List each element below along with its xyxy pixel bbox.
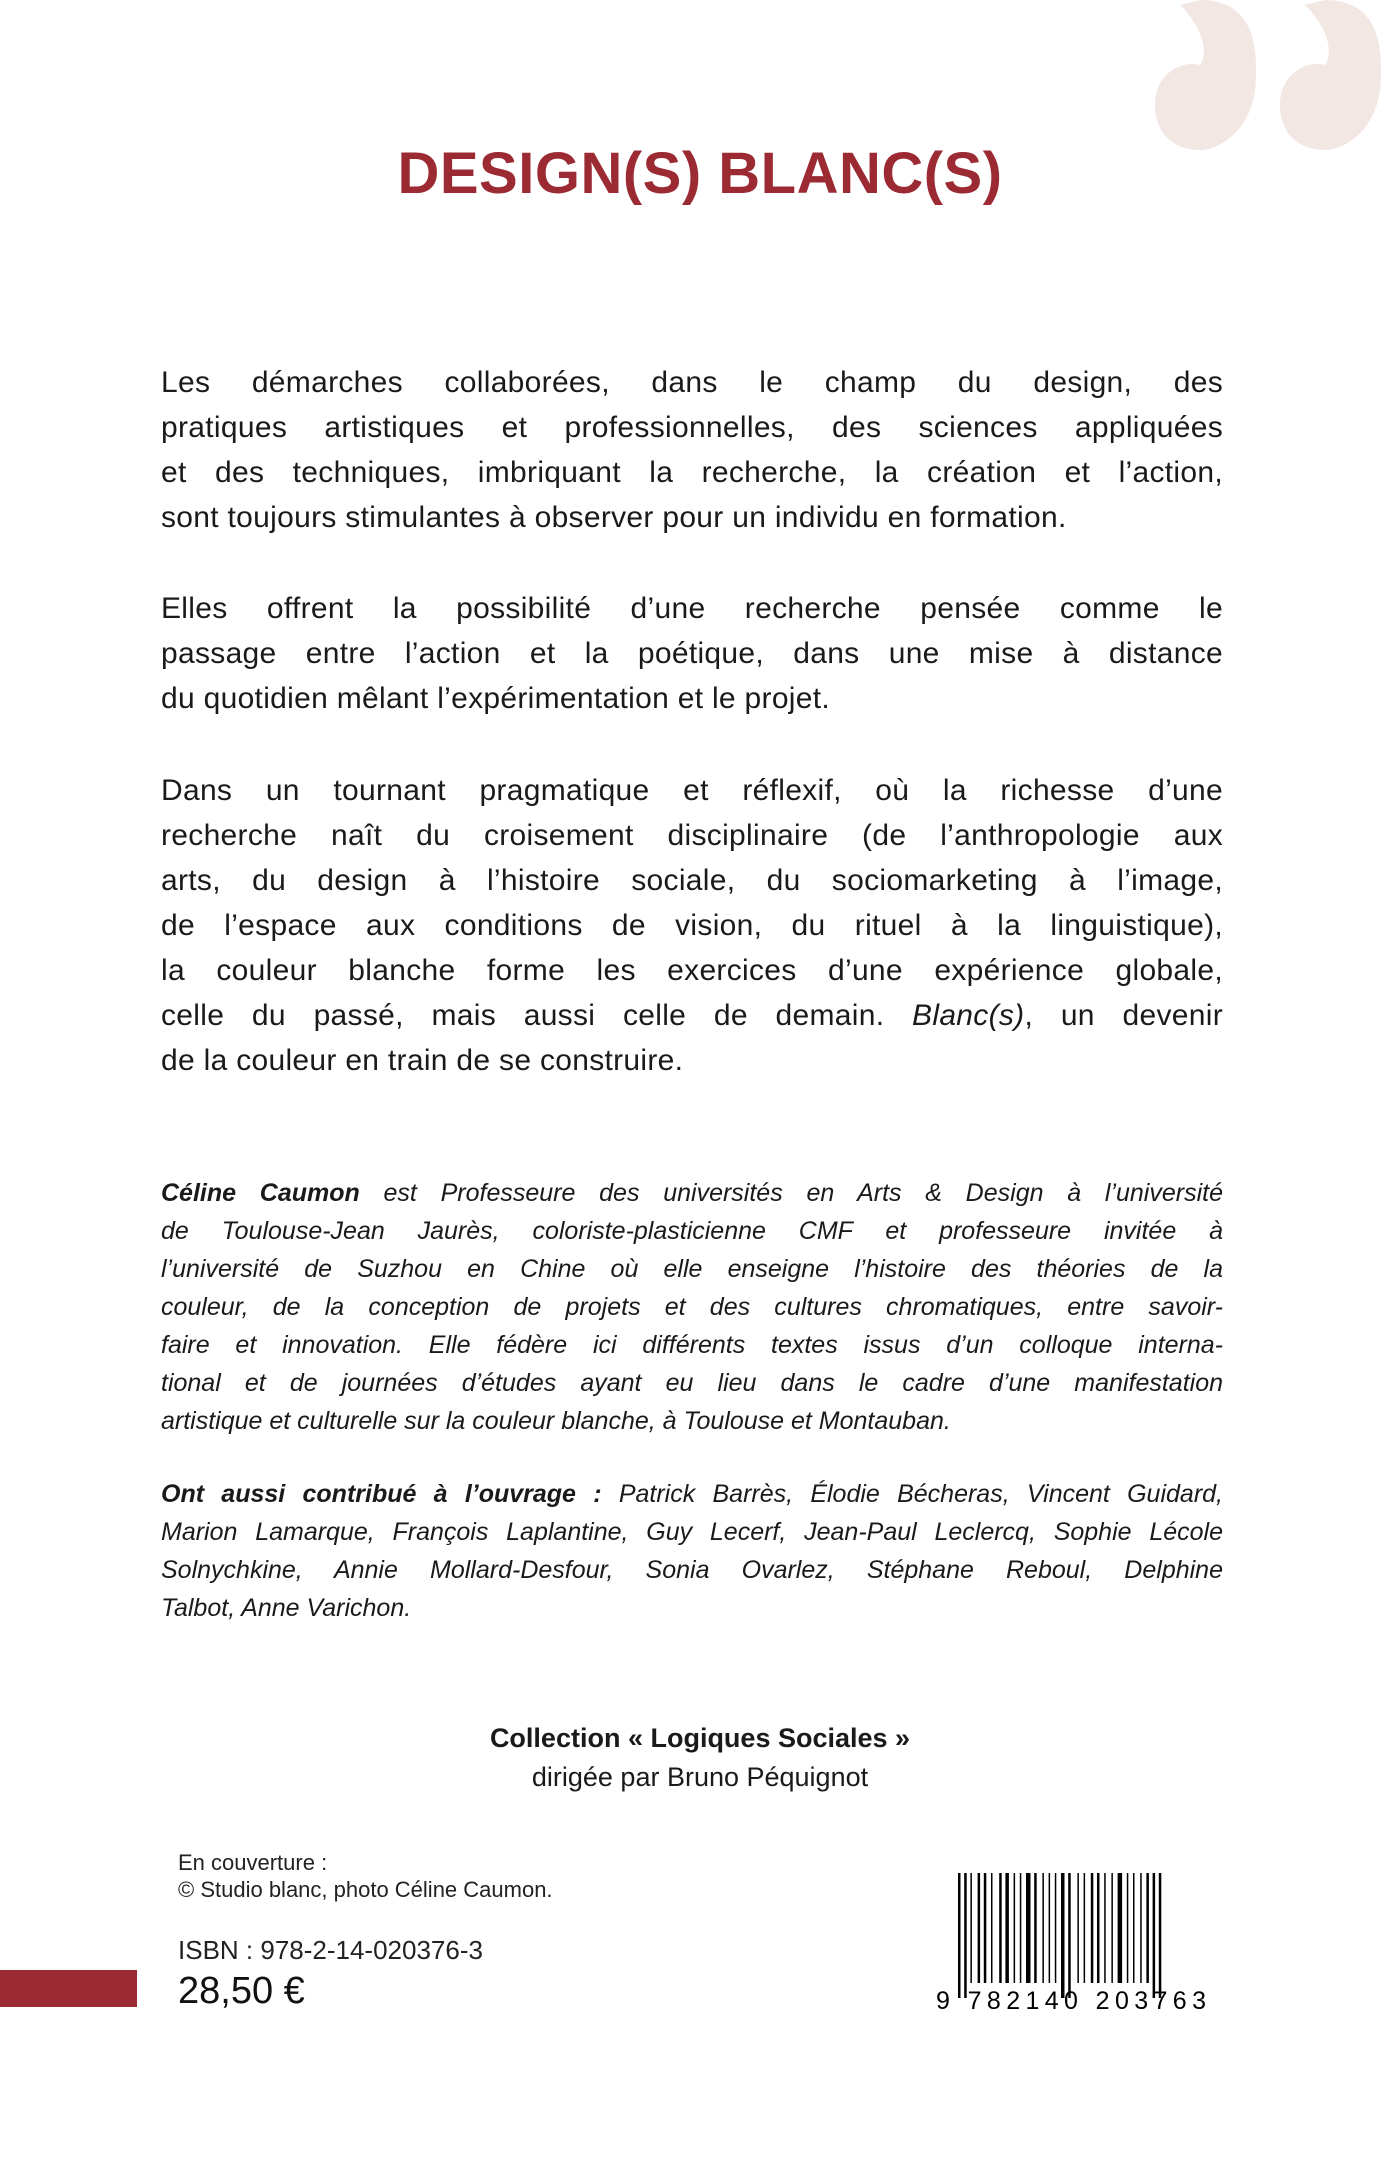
author-bio	[161, 1174, 1223, 1440]
barcode-bar	[1159, 1873, 1162, 1998]
barcode-bar	[1014, 1873, 1016, 1983]
barcode-bar	[1104, 1873, 1106, 1983]
barcode-bar	[1077, 1873, 1079, 1983]
paragraph-3	[161, 768, 1223, 1083]
text-line: Solnychkine, Annie Mollard-Desfour, Sonia Ovarlez, Stéphane Reboul, Delphine	[161, 1556, 1223, 1584]
text-line: et des techniques, imbriquant la recherche, la création et l’action,	[161, 456, 1223, 489]
text-line: de l’espace aux conditions de vision, du rituel à la linguistique),	[161, 909, 1223, 942]
collection-name: Collection « Logiques Sociales »	[489, 1723, 911, 1753]
text-line: faire et innovation. Elle fédère ici différents textes issus d’un colloque interna-	[161, 1331, 1223, 1359]
text-line	[161, 1475, 1223, 1513]
barcode-bar	[1026, 1873, 1031, 1983]
barcode-bar	[1111, 1873, 1113, 1983]
author-name: Céline Caumon	[161, 1179, 360, 1207]
barcode-bar	[1133, 1873, 1135, 1983]
barcode-bar	[1005, 1873, 1009, 1983]
text-line	[161, 993, 1223, 1038]
text-line: Marion Lamarque, François Laplantine, Guy Lecerf, Jean-Paul Leclercq, Sophie Lécole	[161, 1518, 1223, 1546]
isbn: ISBN : 978-2-14-020376-3	[178, 1935, 483, 1965]
quotation-mark-icon	[1140, 0, 1400, 160]
text-segment: Patrick Barrès, Élodie Bécheras, Vincent Guidard,	[601, 1480, 1223, 1508]
barcode-bar	[1127, 1873, 1129, 1983]
barcode-bar	[1084, 1873, 1086, 1983]
barcode-bar	[1042, 1873, 1044, 1983]
text-segment: , un devenir	[1024, 999, 1223, 1032]
text-line: arts, du design à l’histoire sociale, du sociomarketing à l’image,	[161, 864, 1223, 897]
barcode-bar	[978, 1873, 981, 1983]
text-line: artistique et culturelle sur la couleur blanche, à Toulouse et Montauban.	[161, 1407, 951, 1435]
cover-label: En couverture :	[178, 1850, 328, 1875]
collection-director: dirigée par Bruno Péquignot	[531, 1762, 869, 1792]
text-line: recherche naît du croisement disciplinaire (de l’anthropologie aux	[161, 819, 1223, 852]
cover-credit: © Studio blanc, photo Céline Caumon.	[178, 1877, 553, 1902]
barcode-bar	[1068, 1873, 1071, 1998]
barcode-bar	[1118, 1873, 1123, 1983]
text-line: Dans un tournant pragmatique et réflexif, où la richesse d’une	[161, 774, 1223, 807]
barcode-bar	[1049, 1873, 1051, 1983]
barcode-digits: 9 782140 203763	[936, 1987, 1206, 2013]
text-segment: celle du passé, mais aussi celle de demain.	[161, 999, 913, 1032]
price: 28,50 €	[178, 1970, 305, 2012]
text-line: l’université de Suzhou en Chine où elle enseigne l’histoire des théories de la	[161, 1255, 1223, 1283]
paragraph-1	[161, 360, 1223, 540]
italic-title: Blanc(s)	[912, 999, 1025, 1032]
barcode-bar	[1091, 1873, 1094, 1983]
barcode-bar	[984, 1873, 987, 1983]
text-line: passage entre l’action et la poétique, dans une mise à distance	[161, 637, 1223, 670]
barcode-bar	[970, 1873, 972, 1983]
text-segment: est Professeure des universités en Arts & Design à l’université	[359, 1179, 1223, 1207]
text-line: de la couleur en train de se construire.	[161, 1044, 684, 1077]
text-line: couleur, de la conception de projets et des cultures chromatiques, entre savoir-	[161, 1293, 1223, 1321]
barcode-bar	[1146, 1873, 1149, 1983]
barcode-bar	[1020, 1873, 1022, 1983]
text-line: pratiques artistiques et professionnelles, des sciences appliquées	[161, 411, 1223, 444]
text-line: Talbot, Anne Varichon.	[161, 1594, 412, 1622]
text-line: de Toulouse-Jean Jaurès, coloriste-plasticienne CMF et professeure invitée à	[161, 1217, 1223, 1245]
barcode-bar	[991, 1873, 993, 1983]
barcode-bar	[1034, 1873, 1037, 1983]
barcode-bar	[1061, 1873, 1065, 1998]
text-line: du quotidien mêlant l’expérimentation et le projet.	[161, 682, 831, 715]
text-line: Les démarches collaborées, dans le champ du design, des	[161, 366, 1223, 399]
contributors	[161, 1475, 1223, 1627]
contributors-label: Ont aussi contribué à l’ouvrage :	[161, 1480, 602, 1508]
text-line: tional et de journées d’études ayant eu lieu dans le cadre d’une manifestation	[161, 1369, 1223, 1397]
accent-bar	[0, 1970, 137, 2007]
barcode-bar	[964, 1873, 967, 1998]
barcode-bar	[1097, 1873, 1100, 1983]
book-title: DESIGN(S) BLANC(S)	[397, 141, 1003, 206]
barcode	[936, 1873, 1221, 2013]
text-line	[161, 1174, 1223, 1212]
barcode-bar	[999, 1873, 1002, 1983]
barcode-bar	[1140, 1873, 1142, 1983]
text-line: sont toujours stimulantes à observer pour un individu en formation.	[161, 501, 1067, 534]
barcode-bar	[1055, 1873, 1057, 1983]
barcode-bar	[958, 1873, 961, 1998]
barcode-bar	[1153, 1873, 1156, 1998]
paragraph-2	[161, 586, 1223, 721]
text-line: la couleur blanche forme les exercices d’une expérience globale,	[161, 954, 1223, 987]
text-line: Elles offrent la possibilité d’une recherche pensée comme le	[161, 592, 1223, 625]
